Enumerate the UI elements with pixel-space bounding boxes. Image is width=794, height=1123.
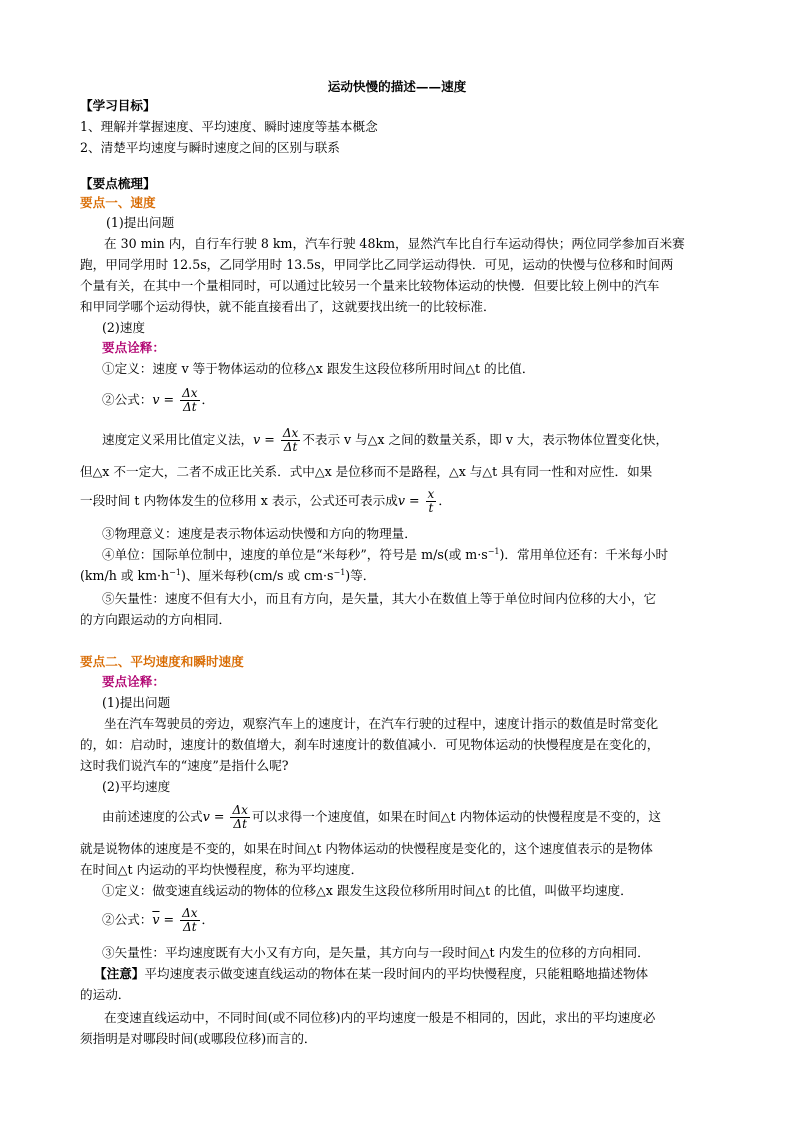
goal-item: 1、理解并掌握速度、平均速度、瞬时速度等基本概念	[80, 119, 378, 134]
text: )．常用单位还有：千米每小时	[499, 547, 669, 562]
text: 速度定义采用比值定义法，	[102, 432, 254, 447]
meaning-line: ③物理意义：速度是表示物体运动快慢和方向的物理量．	[102, 526, 417, 541]
definition-line: ①定义：做变速直线运动的物体的位移△x 跟发生这段位移所用时间△t 的比值，叫做平均速度．	[102, 883, 633, 898]
superscript: −1	[487, 547, 500, 556]
fraction-dx-dt	[180, 387, 199, 414]
subheading: (1)提出问题	[106, 215, 175, 230]
paragraph-line: 须指明是对哪段时间(或哪段位移)而言的．	[80, 1031, 317, 1046]
paragraph-line: 坐在汽车驾驶员的旁边，观察汽车上的速度计，在汽车行驶的过程中，速度计指示的数值是时常变化	[104, 716, 659, 731]
superscript: −1	[333, 568, 346, 577]
fraction-dx-dt	[281, 427, 300, 454]
paragraph-line: 的，如：启动时，速度计的数值增大，刹车时速度计的数值减小．可见物体运动的快慢程度是在变化的，	[80, 737, 660, 752]
paragraph-line: 在变速直线运动中，不同时间(或不同位移)内的平均速度一般是不相同的，因此，求出的平均速度必	[104, 1010, 656, 1025]
paragraph-line: 在时间△t 内运动的平均快慢程度，称为平均速度．	[80, 862, 364, 877]
note-label: 要点诠释：	[102, 340, 165, 355]
formula-label: ②公式：	[102, 392, 153, 407]
fraction-numerator: x	[427, 487, 435, 501]
paragraph-line: 就是说物体的速度是不变的，如果在时间△t 内物体运动的快慢程度是变化的，这个速度值表示的是物体	[80, 841, 653, 856]
ratio-line	[102, 425, 722, 455]
v-bar-symbol: $\overline{v}$	[152, 912, 160, 927]
period: ．	[201, 912, 215, 927]
fraction-x-t	[426, 488, 437, 515]
caution-tag: 【注意】	[94, 966, 145, 981]
text: 可以求得一个速度值，如果在时间△t 内物体运动的快慢程度是不变的，这	[251, 809, 662, 824]
superscript: −1	[169, 568, 181, 577]
outline-heading: 【要点梳理】	[80, 176, 156, 191]
formula-label: ②公式：	[102, 912, 153, 927]
fraction-denominator: Δt	[183, 400, 197, 414]
text: ④单位：国际单位制中，速度的单位是“米每秒”，符号是 m/s(或 m·s	[102, 547, 488, 562]
unit-line	[102, 546, 722, 563]
text: 由前述速度的公式	[102, 809, 203, 824]
goal-item: 2、清楚平均速度与瞬时速度之间的区别与联系	[80, 140, 340, 155]
text: )、厘米每秒(cm/s 或 cm·s	[180, 568, 334, 583]
unit-line	[80, 567, 722, 584]
subheading: (1)提出问题	[102, 695, 171, 710]
fraction-denominator: Δt	[233, 817, 247, 831]
fraction-numerator: Δx	[282, 426, 299, 440]
subheading: (2)平均速度	[102, 779, 171, 794]
paragraph-line: 的运动．	[80, 987, 131, 1002]
text: 一段时间 t 内物体发生的位移用 x 表示，公式还可表示成	[80, 493, 398, 508]
equals-sign: =	[159, 912, 179, 927]
fraction-denominator: t	[428, 501, 434, 515]
paragraph-line: 个量有关，在其中一个量相同时，可以通过比较另一个量来比较物体运动的快慢．但要比较上例中的汽车	[80, 278, 660, 293]
page-title: 运动快慢的描述——速度	[327, 79, 467, 94]
fraction-denominator: Δt	[183, 920, 197, 934]
paragraph-line: 但△x 不一定大，二者不成正比关系．式中△x 是位移而不是路程，△x 与△t 具有同一性和对应性．如果	[80, 464, 653, 479]
formula-line	[102, 905, 722, 935]
fraction-numerator: Δx	[182, 906, 198, 920]
avg-formula-line	[102, 802, 722, 832]
paragraph-line: 这时我们说汽车的“速度”是指什么呢?	[80, 758, 289, 773]
vector-line: ③矢量性：平均速度既有大小又有方向，是矢量，其方向与一段时间△t 内发生的位移的方向相同．	[102, 945, 650, 960]
caution-line	[94, 965, 722, 982]
subheading: (2)速度	[102, 320, 146, 335]
goals-heading: 【学习目标】	[80, 98, 156, 113]
vector-line: 的方向跟运动的方向相同．	[80, 612, 232, 627]
text: 平均速度表示做变速直线运动的物体在某一段时间内的平均快慢程度，只能粗略地描述物体	[144, 966, 649, 981]
paragraph-line: 跑，甲同学用时 12.5s，乙同学用时 13.5s，甲同学比乙同学运动得快．可见，运动的快慢与位移和时间两	[80, 257, 674, 272]
note-label: 要点诠释：	[102, 674, 165, 689]
text: (km/h 或 km·h	[80, 568, 170, 583]
fraction-dx-dt	[180, 907, 199, 934]
paragraph-line: 在 30 min 内，自行车行驶 8 km，汽车行驶 48km，显然汽车比自行车运动得快；两位同学参加百米赛	[104, 236, 685, 251]
section-heading-avg-speed: 要点二、平均速度和瞬时速度	[80, 654, 244, 669]
period: ．	[201, 392, 215, 407]
text: 不表示 v 与△x 之间的数量关系，即 v 大，表示物体位置变化快，	[302, 432, 669, 447]
vector-line: ⑤矢量性：速度不但有大小，而且有方向，是矢量，其大小在数值上等于单位时间内位移的大小，它	[102, 591, 657, 606]
definition-line: ①定义：速度 v 等于物体运动的位移△x 跟发生这段位移所用时间△t 的比值．	[102, 361, 535, 376]
formula-lhs: v =	[253, 432, 279, 447]
text: )等．	[345, 568, 376, 583]
fraction-denominator: Δt	[283, 440, 298, 454]
period: ．	[438, 493, 451, 508]
fraction-numerator: Δx	[232, 803, 248, 817]
formula-lhs: v =	[202, 809, 229, 824]
fraction-numerator: Δx	[182, 386, 198, 400]
fraction-dx-dt	[230, 804, 249, 831]
paragraph-line: 和甲同学哪个运动得快，就不能直接看出了，这就要找出统一的比较标准．	[80, 299, 496, 314]
section-heading-speed: 要点一、速度	[80, 195, 156, 210]
formula-lhs: v =	[397, 493, 424, 508]
formula-lhs: v =	[152, 392, 179, 407]
ratio-line	[80, 486, 722, 516]
formula-line	[102, 385, 722, 415]
